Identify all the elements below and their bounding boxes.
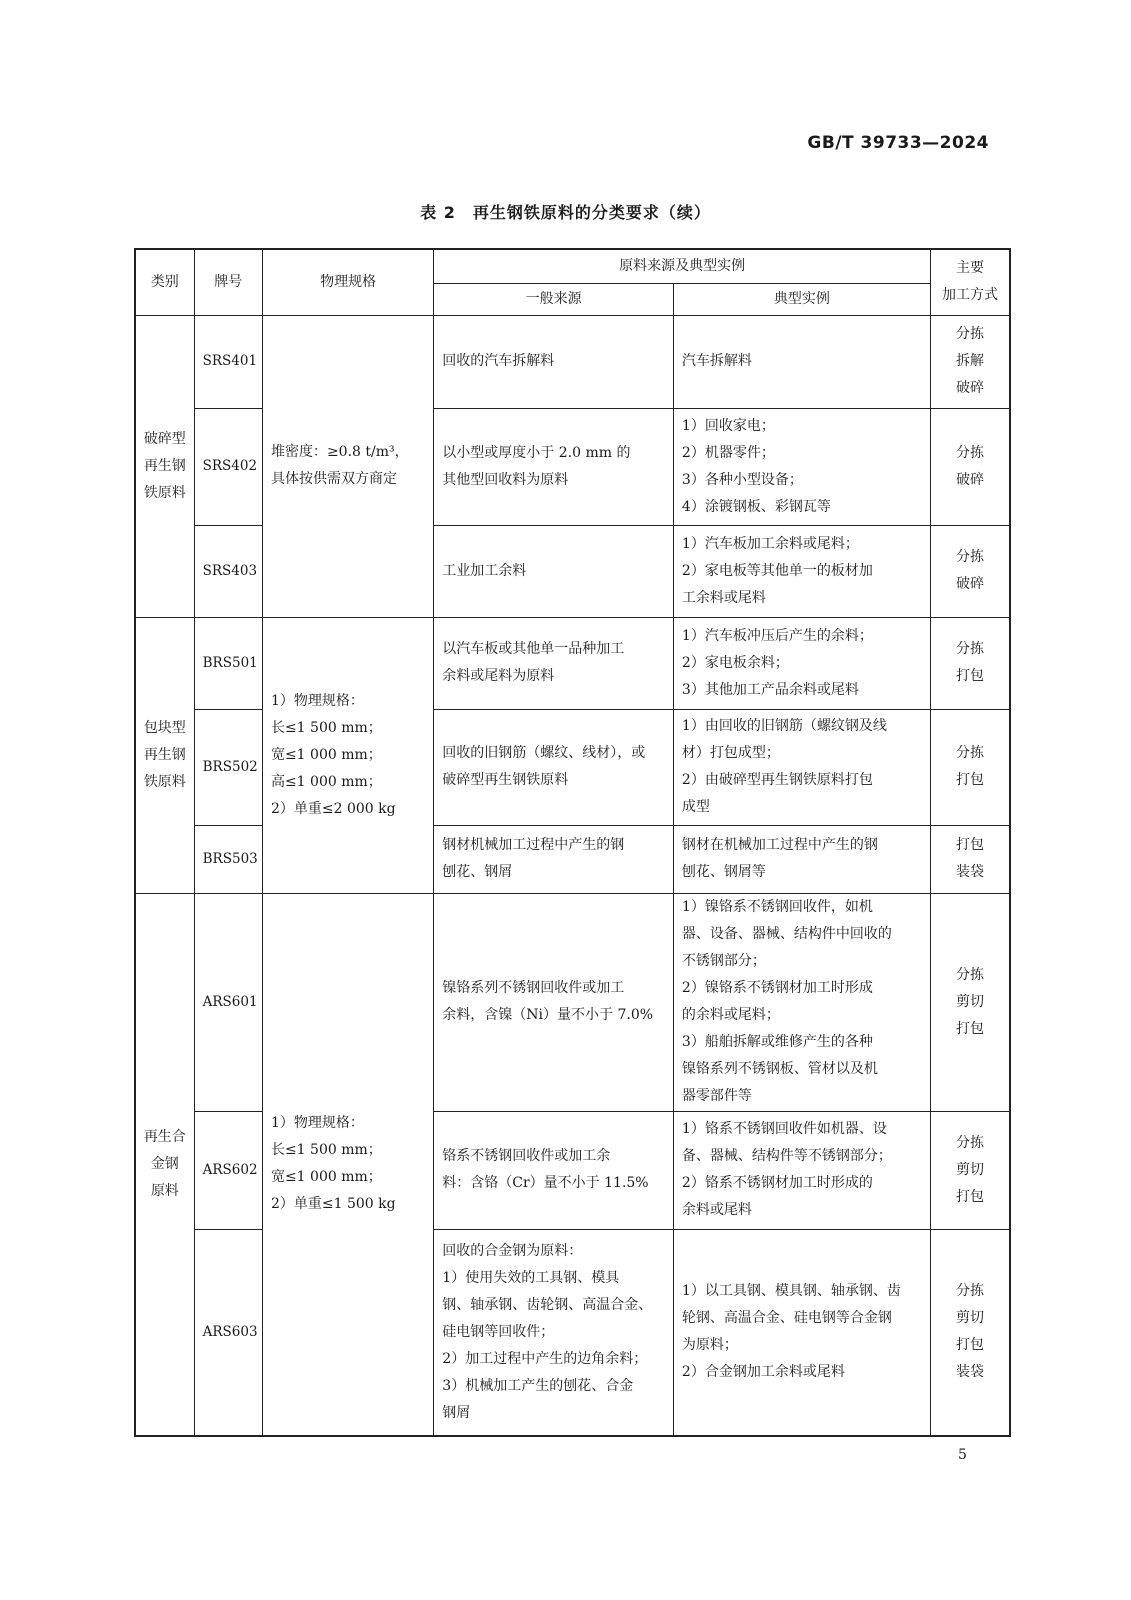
typical-example-cell-line: 1）由回收的旧钢筋（螺纹钢及线 xyxy=(681,718,887,734)
category-cell-line: 铁原料 xyxy=(143,484,186,501)
category-cell-line: 原料 xyxy=(150,1182,179,1199)
processing-cell-line: 破碎 xyxy=(955,471,984,488)
typical-example-cell-line: 3）各种小型设备； xyxy=(681,471,803,488)
category-cell-line: 破碎型 xyxy=(143,430,186,447)
typical-example-cell-line: 2）家电板等其他单一的板材加 xyxy=(681,562,873,579)
general-source-cell-line: 工业加工余料 xyxy=(442,562,527,579)
processing-cell-line: 装袋 xyxy=(955,1364,984,1381)
processing-cell-line: 拆解 xyxy=(955,353,984,369)
col-category-header: 类别 xyxy=(135,249,194,315)
typical-example-cell-line: 备、器械、结构件等不锈钢部分； xyxy=(681,1148,892,1164)
grade-cell: SRS402 xyxy=(194,408,262,525)
typical-example-cell-line: 2）家电板余料； xyxy=(681,654,789,671)
typical-example-cell xyxy=(673,1111,930,1229)
physical-spec-cell xyxy=(262,893,433,1436)
typical-example-cell-line: 为原料； xyxy=(681,1337,738,1354)
typical-example-cell xyxy=(673,525,930,617)
general-source-cell-line: 破碎型再生钢铁原料 xyxy=(442,772,569,788)
category-cell-line: 再生合 xyxy=(143,1128,186,1145)
physical-spec-cell-line: 长≤1 500 mm； xyxy=(270,719,382,736)
processing-cell xyxy=(930,408,1010,525)
grade-cell: ARS602 xyxy=(194,1111,262,1229)
general-source-cell xyxy=(434,1111,674,1229)
typical-example-cell-line: 不锈钢部分； xyxy=(681,953,766,969)
typical-example-cell-line: 轮钢、高温合金、硅电钢等合金钢 xyxy=(681,1310,892,1327)
typical-example-cell xyxy=(673,709,930,825)
general-source-cell xyxy=(434,315,674,408)
col-source-group-header: 原料来源及典型实例 xyxy=(434,249,931,283)
processing-cell-line: 分拣 xyxy=(955,641,984,657)
general-source-cell-line: 其他型回收料为原料 xyxy=(442,471,569,488)
typical-example-cell xyxy=(673,315,930,408)
grade-cell: SRS401 xyxy=(194,315,262,408)
typical-example-cell xyxy=(673,617,930,709)
physical-spec-cell-line: 具体按供需双方商定 xyxy=(270,471,397,487)
general-source-cell xyxy=(434,893,674,1111)
typical-example-cell-line: 1）回收家电； xyxy=(681,417,775,434)
general-source-cell-line: 钢材机械加工过程中产生的钢 xyxy=(442,837,625,853)
general-source-cell xyxy=(434,408,674,525)
general-source-cell-line: 余料，含镍（Ni）量不小于 7.0% xyxy=(442,1007,654,1023)
processing-cell-line: 装袋 xyxy=(955,864,984,880)
typical-example-cell-line: 2）机器零件； xyxy=(681,444,775,461)
general-source-cell-line: 回收的旧钢筋（螺纹、线材），或 xyxy=(442,745,646,761)
typical-example-cell-line: 汽车拆解料 xyxy=(681,353,752,369)
typical-example-cell-line: 钢材在机械加工过程中产生的钢 xyxy=(681,837,878,853)
grade-cell: BRS503 xyxy=(194,825,262,893)
general-source-cell xyxy=(434,709,674,825)
typical-example-cell xyxy=(673,408,930,525)
processing-cell-line: 剪切 xyxy=(955,1161,984,1178)
typical-example-cell-line: 3）船舶拆解或维修产生的各种 xyxy=(681,1034,873,1050)
physical-spec-cell-line: 宽≤1 000 mm； xyxy=(270,1169,382,1186)
typical-example-cell xyxy=(673,893,930,1111)
processing-header-line: 主要 xyxy=(955,260,984,277)
typical-example-cell-line: 2）镍铬系不锈钢材加工时形成 xyxy=(681,980,873,996)
category-cell xyxy=(135,893,194,1436)
typical-example-cell-line: 2）合金钢加工余料或尾料 xyxy=(681,1364,845,1381)
typical-example-cell-line: 材）打包成型； xyxy=(681,745,780,761)
processing-cell-line: 打包 xyxy=(955,772,984,788)
table-row xyxy=(135,893,1010,1111)
table-title: 表 2 再生钢铁原料的分类要求（续） xyxy=(420,203,711,222)
processing-cell-line: 分拣 xyxy=(955,549,984,565)
table-row xyxy=(135,315,1010,408)
grade-cell: ARS601 xyxy=(194,893,262,1111)
col-physical-spec-header: 物理规格 xyxy=(262,249,433,315)
general-source-cell-line: 钢屑 xyxy=(442,1404,471,1421)
general-source-cell-line: 硅电钢等回收件； xyxy=(442,1323,555,1340)
processing-cell xyxy=(930,825,1010,893)
general-source-cell-line: 3）机械加工产生的刨花、合金 xyxy=(442,1377,634,1394)
general-source-cell-line: 以汽车板或其他单一品种加工 xyxy=(442,641,625,657)
typical-example-cell-line: 器零部件等 xyxy=(681,1088,752,1104)
physical-spec-cell-line: 1）物理规格： xyxy=(270,1115,364,1132)
physical-spec-cell xyxy=(262,617,433,893)
processing-cell-line: 分拣 xyxy=(955,1134,984,1151)
processing-cell-line: 剪切 xyxy=(955,993,984,1010)
processing-cell-line: 打包 xyxy=(955,1188,984,1205)
general-source-cell-line: 余料或尾料为原料 xyxy=(442,668,555,684)
typical-example-cell-line: 1）以工具钢、模具钢、轴承钢、齿 xyxy=(681,1283,901,1300)
processing-cell xyxy=(930,617,1010,709)
processing-cell xyxy=(930,1111,1010,1229)
general-source-cell-line: 刨花、钢屑 xyxy=(442,864,513,880)
general-source-cell-line: 料：含铬（Cr）量不小于 11.5% xyxy=(442,1175,649,1191)
typical-example-cell xyxy=(673,1229,930,1436)
processing-cell-line: 分拣 xyxy=(955,745,984,761)
typical-example-cell-line: 器、设备、器械、结构件中回收的 xyxy=(681,926,892,942)
typical-example-cell-line: 1）镍铬系不锈钢回收件，如机 xyxy=(681,899,873,915)
general-source-cell-line: 钢、轴承钢、齿轮钢、高温合金、 xyxy=(442,1296,653,1313)
typical-example-cell-line: 1）汽车板加工余料或尾料； xyxy=(681,535,859,552)
processing-cell xyxy=(930,893,1010,1111)
general-source-cell xyxy=(434,825,674,893)
processing-cell-line: 打包 xyxy=(955,837,984,853)
processing-cell-line: 打包 xyxy=(955,668,984,684)
col-general-source-header: 一般来源 xyxy=(434,283,674,315)
physical-spec-cell-line: 堆密度：≥0.8 t/m³， xyxy=(270,444,409,460)
grade-cell: SRS403 xyxy=(194,525,262,617)
processing-cell-line: 分拣 xyxy=(955,326,984,342)
typical-example-cell-line: 1）汽车板冲压后产生的余料； xyxy=(681,627,873,644)
page-number: 5 xyxy=(958,1447,967,1463)
typical-example-cell-line: 的余料或尾料； xyxy=(681,1007,780,1023)
typical-example-cell-line: 4）涂镀钢板、彩钢瓦等 xyxy=(681,498,831,515)
typical-example-cell-line: 3）其他加工产品余料或尾料 xyxy=(681,681,859,698)
processing-cell xyxy=(930,315,1010,408)
general-source-cell-line: 铬系不锈钢回收件或加工余 xyxy=(442,1148,611,1164)
processing-cell xyxy=(930,525,1010,617)
processing-cell xyxy=(930,709,1010,825)
physical-spec-cell-line: 2）单重≤1 500 kg xyxy=(270,1196,396,1213)
category-cell-line: 再生钢 xyxy=(143,457,186,474)
processing-cell xyxy=(930,1229,1010,1436)
physical-spec-cell-line: 宽≤1 000 mm； xyxy=(270,746,382,763)
physical-spec-cell-line: 2）单重≤2 000 kg xyxy=(270,800,396,817)
typical-example-cell-line: 工余料或尾料 xyxy=(681,589,766,606)
col-processing-header xyxy=(930,249,1010,315)
processing-cell-line: 打包 xyxy=(955,1337,984,1354)
general-source-cell-line: 回收的汽车拆解料 xyxy=(442,353,555,369)
processing-header-line: 加工方式 xyxy=(941,287,998,304)
col-grade-header: 牌号 xyxy=(194,249,262,315)
processing-cell-line: 剪切 xyxy=(955,1310,984,1327)
general-source-cell-line: 2）加工过程中产生的边角余料； xyxy=(442,1350,648,1367)
typical-example-cell-line: 2）铬系不锈钢材加工时形成的 xyxy=(681,1175,873,1191)
processing-cell-line: 打包 xyxy=(955,1020,984,1037)
general-source-cell-line: 1）使用失效的工具钢、模具 xyxy=(442,1269,620,1286)
typical-example-cell-line: 成型 xyxy=(681,799,710,815)
category-cell-line: 包块型 xyxy=(143,719,186,736)
physical-spec-cell xyxy=(262,315,433,617)
grade-cell: BRS501 xyxy=(194,617,262,709)
processing-cell-line: 破碎 xyxy=(955,380,984,396)
grade-cell: ARS603 xyxy=(194,1229,262,1436)
category-cell xyxy=(135,617,194,893)
category-cell xyxy=(135,315,194,617)
category-cell-line: 金钢 xyxy=(150,1155,179,1172)
typical-example-cell-line: 1）铬系不锈钢回收件如机器、设 xyxy=(681,1121,887,1137)
typical-example-cell-line: 2）由破碎型再生钢铁原料打包 xyxy=(681,772,873,788)
general-source-cell-line: 镍铬系列不锈钢回收件或加工 xyxy=(442,980,625,996)
typical-example-cell-line: 刨花、钢屑等 xyxy=(681,864,766,880)
typical-example-cell-line: 余料或尾料 xyxy=(681,1202,752,1218)
category-cell-line: 再生钢 xyxy=(143,746,186,763)
general-source-cell xyxy=(434,1229,674,1436)
processing-cell-line: 分拣 xyxy=(955,444,984,461)
classification-table xyxy=(134,248,1011,1437)
col-typical-example-header: 典型实例 xyxy=(673,283,930,315)
standard-code: GB/T 39733—2024 xyxy=(807,133,989,153)
general-source-cell xyxy=(434,617,674,709)
general-source-cell xyxy=(434,525,674,617)
processing-cell-line: 破碎 xyxy=(955,576,984,592)
processing-cell-line: 分拣 xyxy=(955,1283,984,1300)
table-row xyxy=(135,617,1010,709)
physical-spec-cell-line: 长≤1 500 mm； xyxy=(270,1142,382,1159)
typical-example-cell-line: 镍铬系列不锈钢板、管材以及机 xyxy=(681,1061,878,1077)
physical-spec-cell-line: 高≤1 000 mm； xyxy=(270,773,382,790)
grade-cell: BRS502 xyxy=(194,709,262,825)
processing-cell-line: 分拣 xyxy=(955,966,984,983)
general-source-cell-line: 以小型或厚度小于 2.0 mm 的 xyxy=(442,444,631,461)
category-cell-line: 铁原料 xyxy=(143,773,186,790)
physical-spec-cell-line: 1）物理规格： xyxy=(270,692,364,709)
typical-example-cell xyxy=(673,825,930,893)
general-source-cell-line: 回收的合金钢为原料： xyxy=(442,1242,583,1259)
